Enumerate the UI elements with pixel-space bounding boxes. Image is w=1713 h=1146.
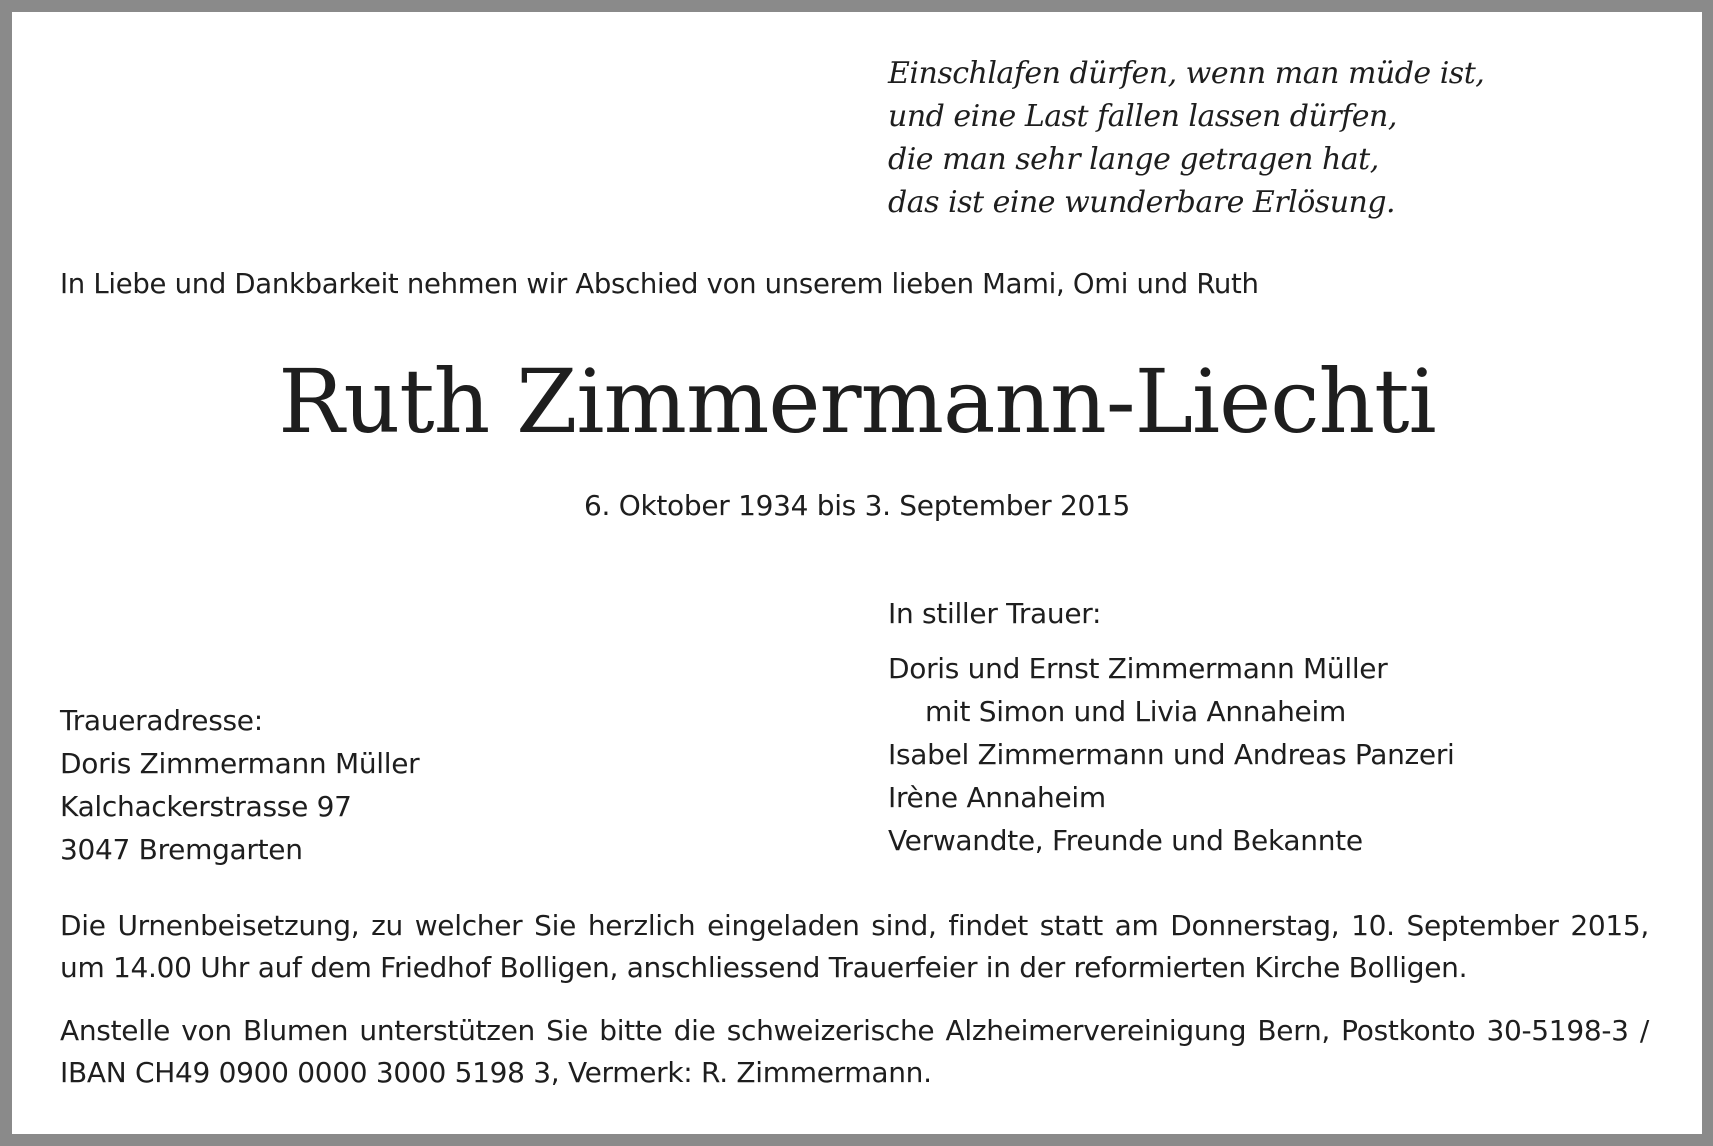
- address-street: Kalchackerstrasse 97: [60, 790, 352, 823]
- address-city: 3047 Bremgarten: [60, 833, 303, 866]
- intro-text: In Liebe und Dankbarkeit nehmen wir Abschied von unserem lieben Mami, Omi und Ruth: [60, 268, 1259, 300]
- address-name: Doris Zimmermann Müller: [60, 747, 420, 780]
- life-dates: 6. Oktober 1934 bis 3. September 2015: [583, 489, 1131, 522]
- deceased-name: Ruth Zimmermann-Liechti: [278, 350, 1436, 453]
- poem-line: Einschlafen dürfen, wenn man müde ist,: [888, 56, 1485, 91]
- mourner-line: Isabel Zimmermann und Andreas Panzeri: [888, 738, 1455, 771]
- donation-info-paragraph: Anstelle von Blumen unterstützen Sie bitte die schweizerische Alzheimervereinigung Bern, Postkonto 30-5198-3 / IBAN CH49 0900 0000 3000 5198 3, Vermerk: R. Zimmermann.: [60, 1014, 1649, 1089]
- mourning-address: [60, 699, 419, 871]
- mourner-line: Doris und Ernst Zimmermann Müller: [888, 652, 1388, 685]
- mourners-heading: In stiller Trauer:: [888, 597, 1102, 630]
- mourner-line: mit Simon und Livia Annaheim: [925, 695, 1346, 728]
- mourner-line: Verwandte, Freunde und Bekannte: [888, 824, 1363, 857]
- poem-line: die man sehr lange getragen hat,: [888, 142, 1379, 177]
- poem-quote: [888, 52, 1484, 224]
- poem-line: das ist eine wunderbare Erlösung.: [888, 185, 1396, 220]
- poem-line: und eine Last fallen lassen dürfen,: [888, 99, 1397, 134]
- funeral-info-paragraph: Die Urnenbeisetzung, zu welcher Sie herzlich eingeladen sind, findet statt am Donnerstag, 10. September 2015, um 14.00 Uhr auf dem Friedhof Bolligen, anschliessend Trauerfeier in der reformierten Kirche Bolligen.: [60, 909, 1649, 984]
- mourners-list: [888, 592, 1455, 862]
- address-heading: Traueradresse:: [60, 704, 263, 737]
- obituary-notice: [12, 12, 1702, 1134]
- mourner-line: Irène Annaheim: [888, 781, 1106, 814]
